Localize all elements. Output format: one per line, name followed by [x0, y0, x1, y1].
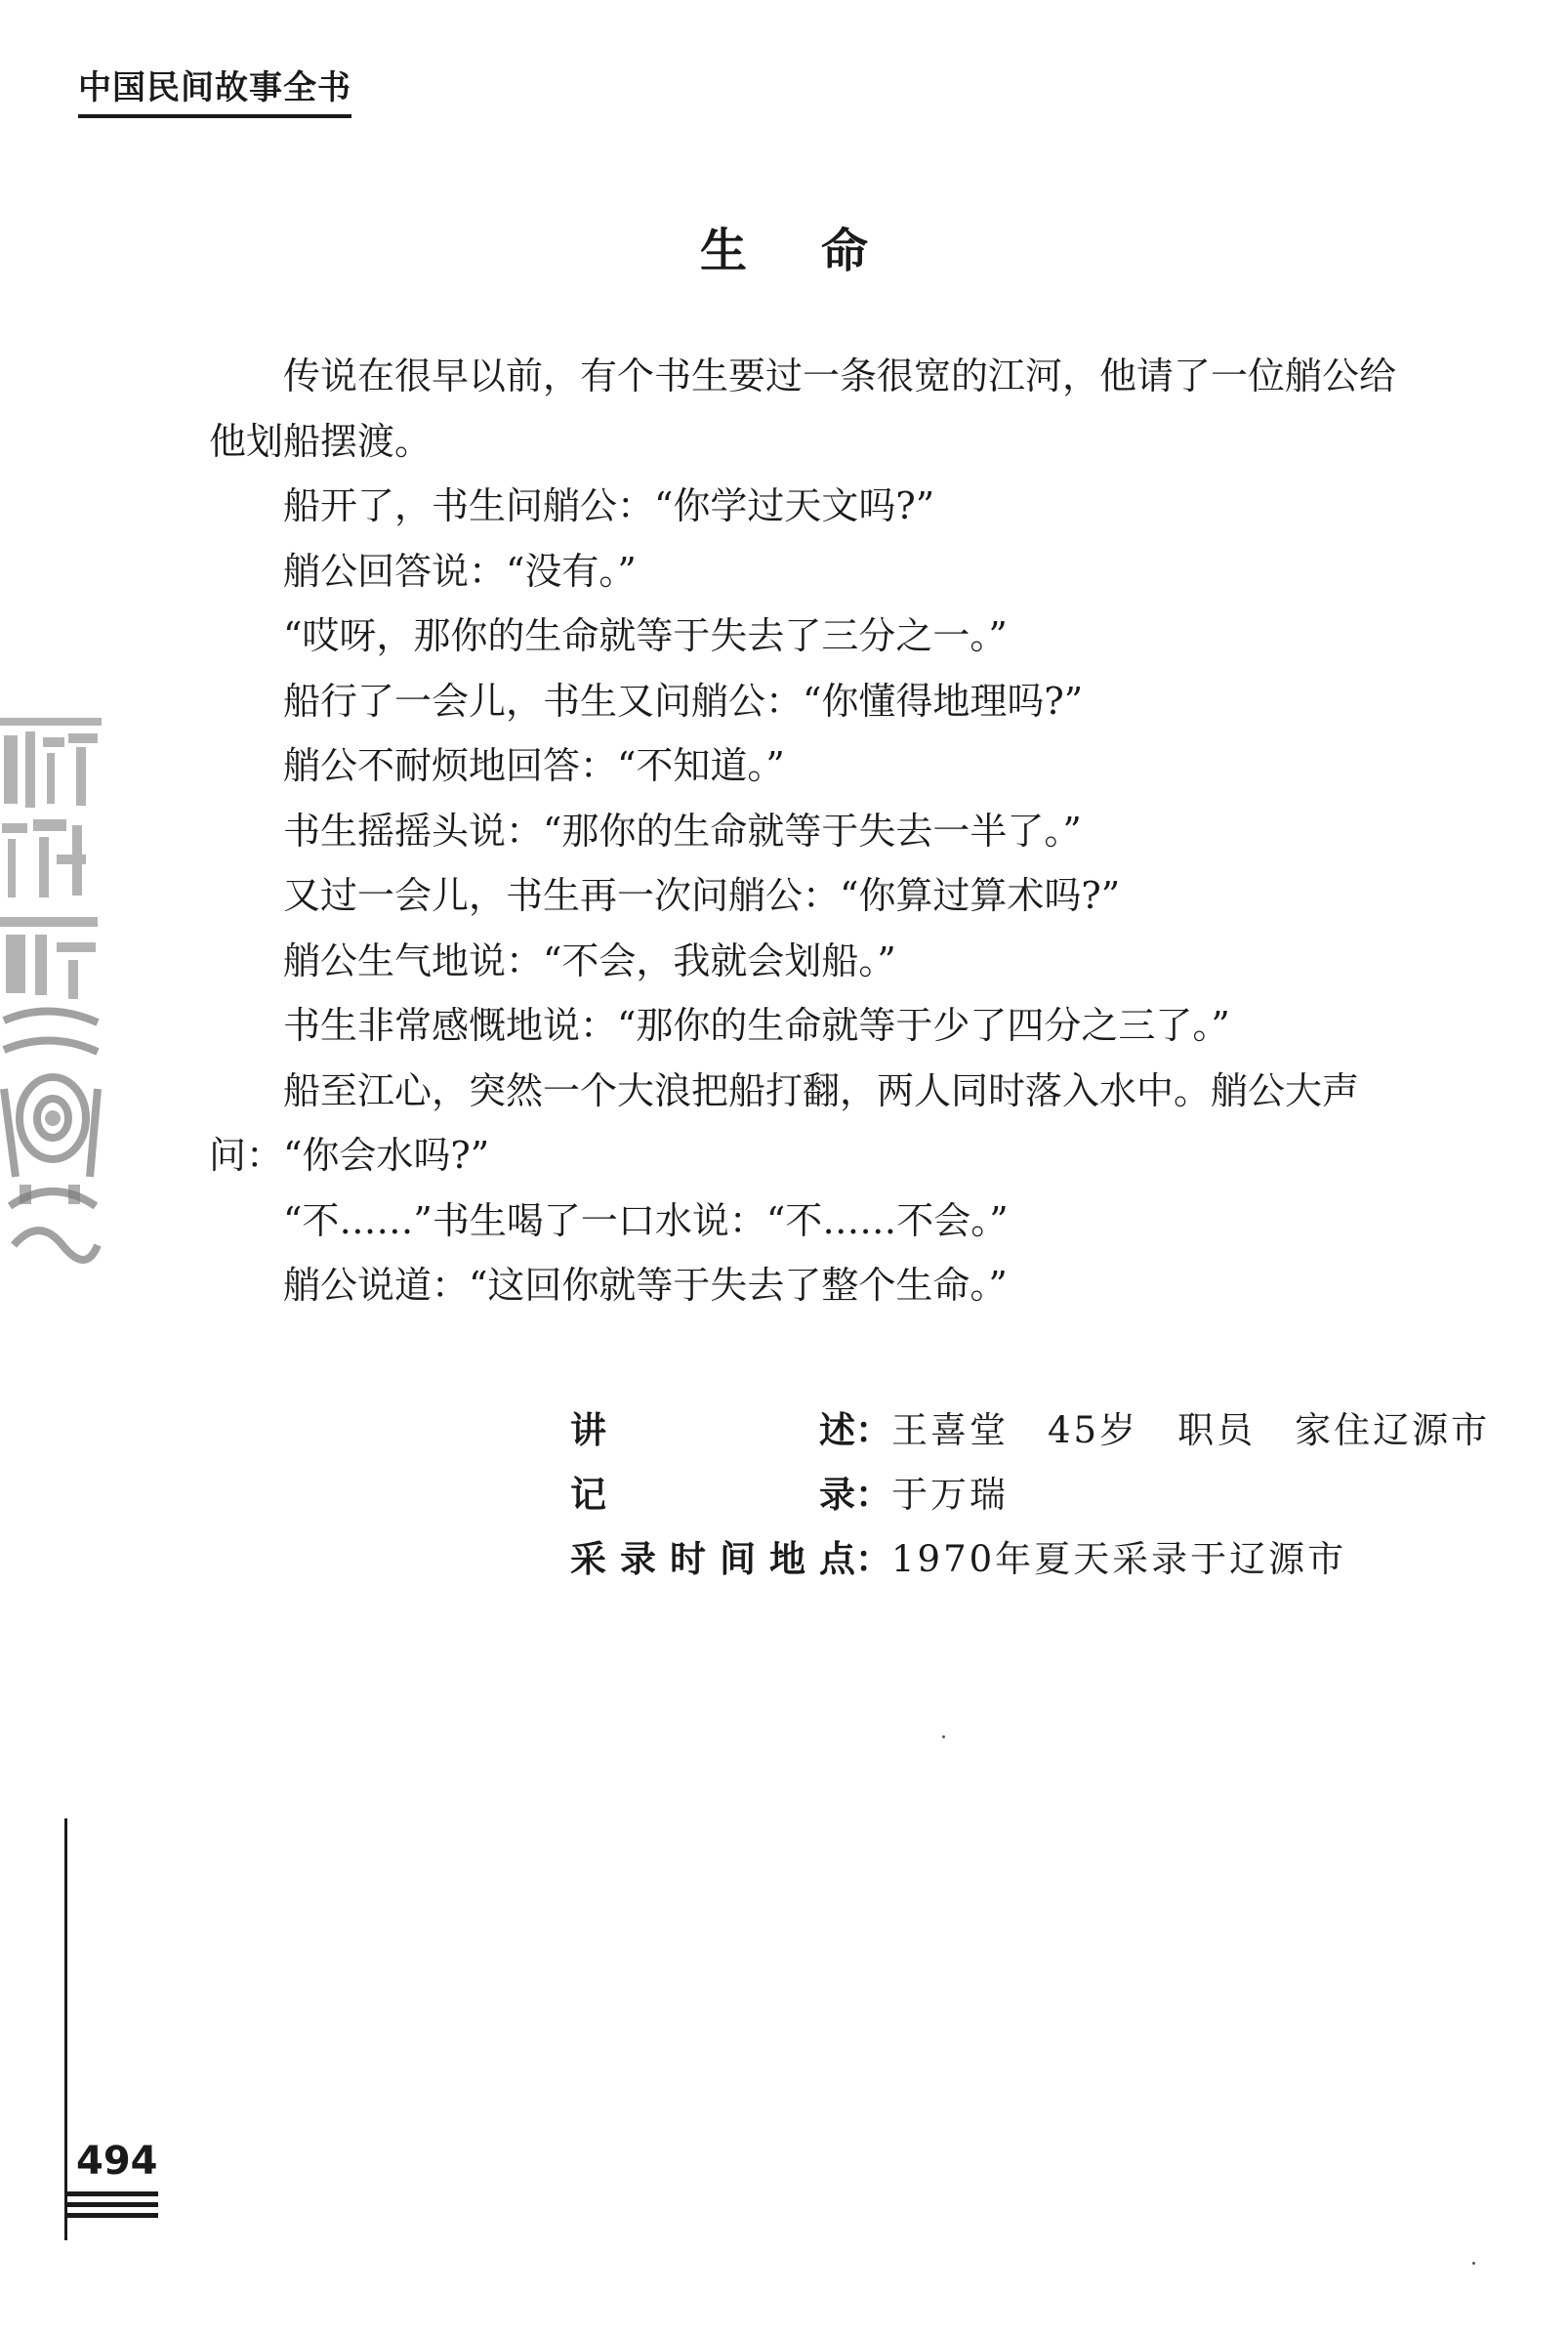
- time-place-label: 采录时间地点: [570, 1538, 855, 1580]
- story-paragraph: 书生非常感慨地说：“那你的生命就等于少了四分之三了。”: [283, 1004, 1230, 1047]
- narrator-value: 王喜堂 45岁 职员 家住辽源市: [891, 1409, 1491, 1451]
- story-paragraph: 传说在很早以前，有个书生要过一条很宽的江河，他请了一位艄公给他划船摆渡。: [209, 355, 1397, 463]
- story-body: [209, 344, 1420, 1318]
- story-paragraph: 船行了一会儿，书生又问艄公：“你懂得地理吗?”: [283, 679, 1084, 723]
- page-bar: [64, 2213, 158, 2218]
- story-paragraph: 船开了，书生问艄公：“你学过天文吗?”: [283, 484, 935, 527]
- running-header: 中国民间故事全书: [78, 61, 351, 118]
- story-paragraph: “不……”书生喝了一口水说：“不……不会。”: [283, 1198, 1009, 1242]
- story-paragraph: “哎呀，那你的生命就等于失去了三分之一。”: [283, 614, 1008, 657]
- recorder-label: 记录: [570, 1474, 855, 1516]
- story-paragraph: 书生摇摇头说：“那你的生命就等于失去一半了。”: [283, 809, 1082, 853]
- attribution-block: [570, 1398, 1490, 1592]
- time-place-colon: ：: [855, 1538, 891, 1580]
- story-title: 生命: [699, 224, 942, 278]
- time-place-row: [570, 1527, 1490, 1592]
- footer-rule: [64, 1818, 67, 2240]
- recorder-row: [570, 1463, 1490, 1527]
- story-paragraph: 船至江心，突然一个大浪把船打翻，两人同时落入水中。艄公大声问：“你会水吗?”: [209, 1068, 1360, 1177]
- story-paragraph: 又过一会儿，书生再一次问艄公：“你算过算术吗?”: [283, 874, 1121, 917]
- print-speck: [942, 1735, 945, 1738]
- narrator-colon: ：: [855, 1409, 891, 1451]
- story-paragraph: 艄公回答说：“没有。”: [283, 549, 637, 593]
- narrator-label: 讲述: [570, 1409, 855, 1451]
- decorative-seal-icon: [0, 718, 105, 1279]
- time-place-value: 1970年夏天采录于辽源市: [891, 1538, 1347, 1580]
- print-speck: [1472, 2262, 1475, 2265]
- recorder-value: 于万瑞: [891, 1474, 1009, 1516]
- story-paragraph: 艄公生气地说：“不会，我就会划船。”: [283, 939, 896, 982]
- recorder-colon: ：: [855, 1474, 891, 1516]
- page-bar: [64, 2191, 158, 2196]
- page-number-bars: [64, 2191, 158, 2225]
- narrator-row: [570, 1398, 1490, 1463]
- page-bar: [64, 2202, 158, 2207]
- story-paragraph: 艄公不耐烦地回答：“不知道。”: [283, 744, 785, 787]
- story-paragraph: 艄公说道：“这回你就等于失去了整个生命。”: [283, 1264, 1008, 1307]
- page-number: 494: [76, 2139, 158, 2184]
